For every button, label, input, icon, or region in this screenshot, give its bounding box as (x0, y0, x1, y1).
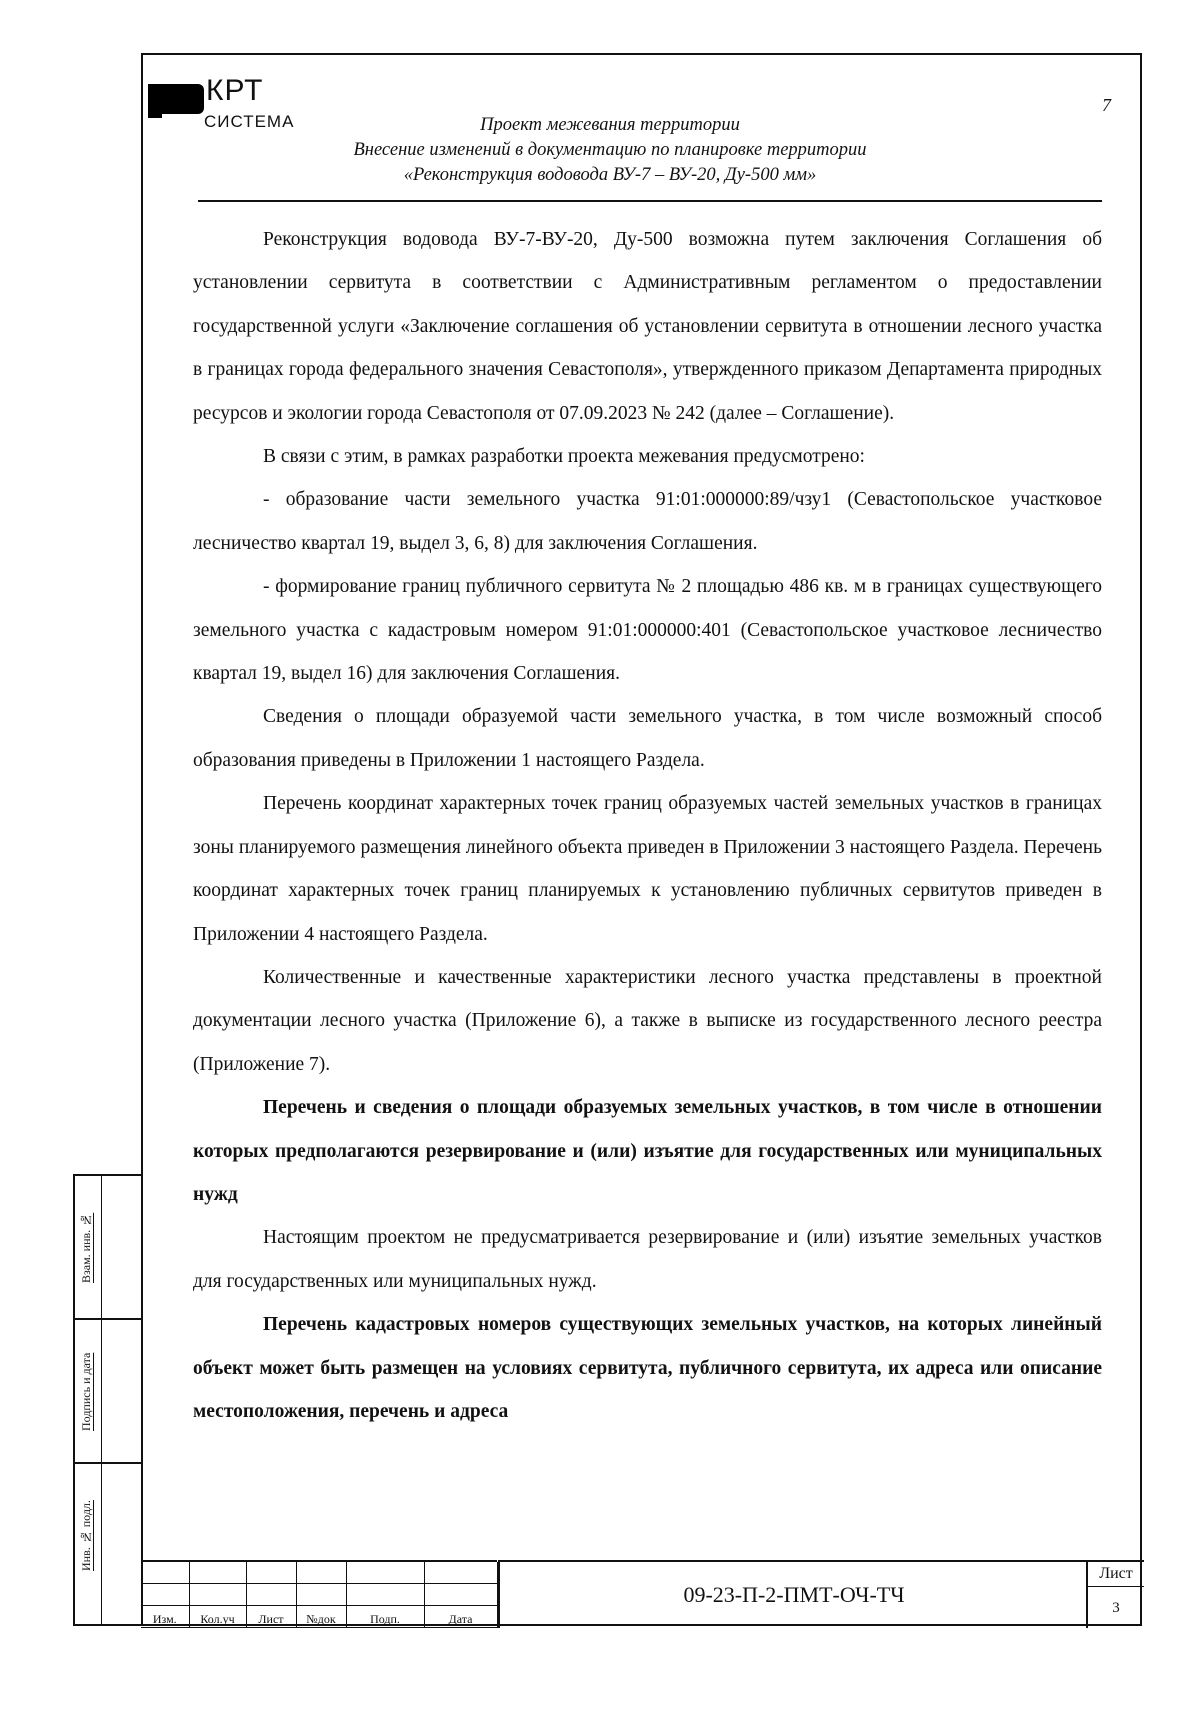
paragraph: Настоящим проектом не предусматривается резервирование и (или) изъятие земельных участков для государственных или муниципальных нужд. (193, 1227, 1102, 1292)
col-podp: Подп. (346, 1606, 424, 1628)
document-code: 09-23-П-2-ПМТ-ОЧ-ТЧ (498, 1560, 1088, 1628)
stamp-label-signature-date: Подпись и дата (79, 1352, 93, 1432)
paragraph: - образование части земельного участка 91:01:000000:89/чзу1 (Севастопольское участковое лесничество квартал 19, выдел 3, 6, 8) для заключения Соглашения. (193, 489, 1102, 554)
col-ndok: №док (296, 1606, 346, 1628)
paragraph: В связи с этим, в рамках разработки проекта межевания предусмотрено: (263, 446, 865, 468)
header-line-1: Проект межевания территории (480, 115, 740, 135)
header-line-3: «Реконструкция водовода ВУ-7 – ВУ-20, Ду-500 мм» (403, 165, 817, 185)
paragraph: Сведения о площади образуемой части земельного участка, в том числе возможный способ образования приведены в Приложении 1 настоящего Раздела. (193, 706, 1102, 771)
sheet-label: Лист (1088, 1562, 1144, 1587)
title-block (141, 1560, 1142, 1626)
header-divider (198, 200, 1102, 202)
section-heading: Перечень и сведения о площади образуемых земельных участков, в том числе в отношении которых предполагаются резервирование и (или) изъятие для государственных или муниципальных нужд (193, 1097, 1102, 1205)
col-kol-uch: Кол.уч (189, 1606, 246, 1628)
paragraph: Количественные и качественные характеристики лесного участка представлены в проектной документации лесного участка (Приложение 6), а также в выписке из государственного лесного реестра (Приложение 7). (193, 966, 1102, 1075)
col-list: Лист (246, 1606, 296, 1628)
company-logo (148, 74, 298, 140)
header-line-2: Внесение изменений в документацию по планировке территории (353, 140, 867, 160)
paragraph: Перечень координат характерных точек границ образуемых частей земельных участков в границах зоны планируемого размещения линейного объекта приведен в Приложении 3 настоящего Раздела. Перечень координат характерных точек границ планируемых к установлению публичных сервитутов приведен в Приложении 4 настоящего Раздела. (193, 793, 1102, 945)
paragraph: Реконструкция водовода ВУ-7-ВУ-20, Ду-500 возможна путем заключения Соглашения об установлении сервитута в соответствии с Административным регламентом о предоставлении государственной услуги «Заключение соглашения об установлении сервитута в отношении лесного участка в границах города федерального значения Севастополя», утвержденного приказом Департамента природных ресурсов и экологии города Севастополя от 07.09.2023 № 242 (далее – Соглашение). (193, 229, 1102, 424)
title-block-grid (141, 1560, 497, 1628)
side-stamp (73, 1174, 141, 1626)
sheet-box (1086, 1560, 1144, 1628)
document-header (290, 113, 930, 188)
logo-flag-icon (148, 84, 204, 114)
sheet-number: 3 (1112, 1600, 1120, 1616)
page-number: 7 (1102, 95, 1111, 115)
col-data: Дата (424, 1606, 497, 1628)
document-body (193, 218, 1102, 1433)
stamp-label-original-inv: Инв. № подл. (79, 1500, 93, 1572)
paragraph: - формирование границ публичного сервитута № 2 площадью 486 кв. м в границах существующего земельного участка с кадастровым номером 91:01:000000:401 (Севастопольское участковое лесничество квартал 19, выдел 16) для заключения Соглашения. (193, 576, 1102, 685)
logo-text-sistema: СИСТЕМА (204, 112, 295, 131)
col-izm: Изм. (141, 1606, 189, 1628)
section-heading: Перечень кадастровых номеров существующих земельных участков, на которых линейный объект может быть размещен на условиях сервитута, публичного сервитута, их адреса или описание местоположения, перечень и адреса (193, 1314, 1102, 1422)
logo-text-krt: КРТ (206, 74, 264, 107)
stamp-label-replacement-inv: Взам. инв. № (79, 1212, 93, 1284)
